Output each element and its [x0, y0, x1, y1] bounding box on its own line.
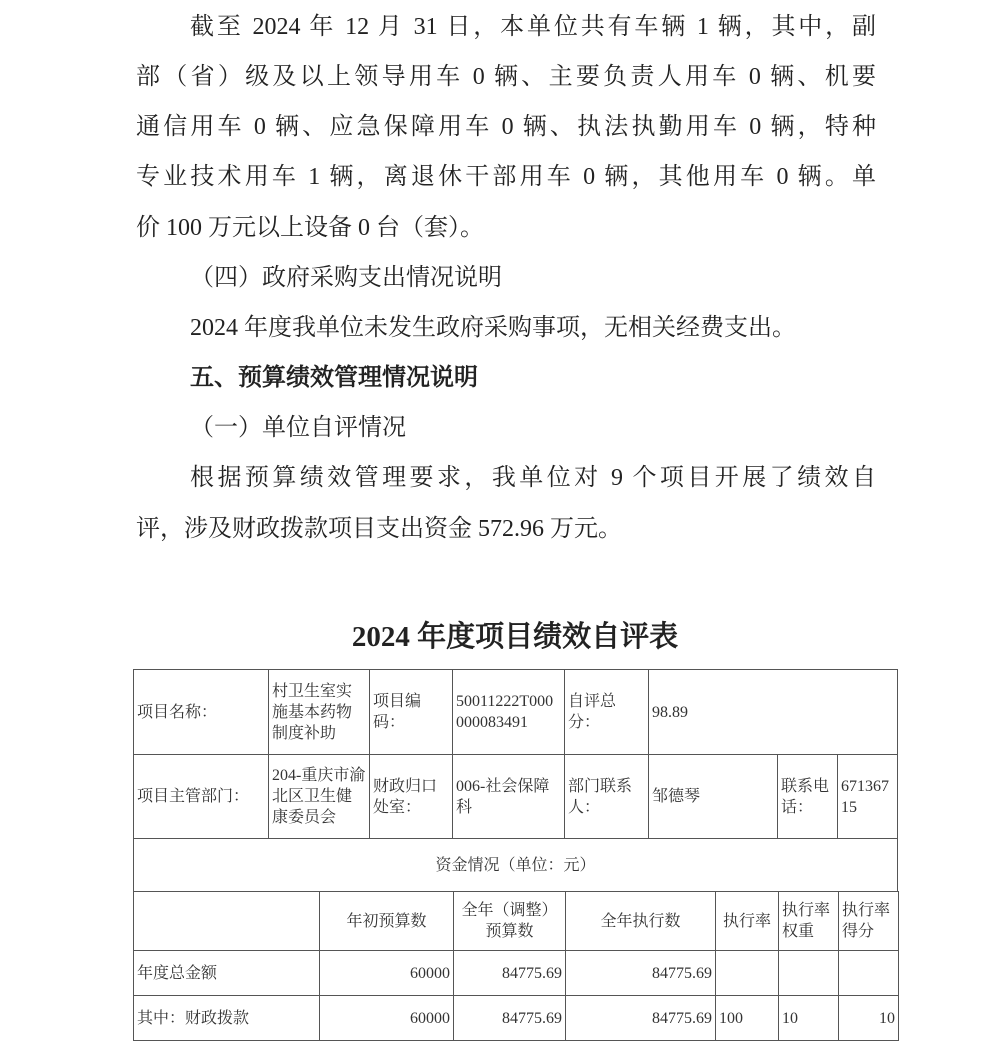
phone-value: 67136715 [838, 755, 898, 839]
cell: 10 [839, 996, 899, 1041]
cell [716, 951, 779, 996]
score-label: 自评总分： [565, 670, 649, 755]
cell: 60000 [320, 951, 454, 996]
text-line: 价 100 万元以上设备 0 台（套）。 [136, 215, 484, 241]
text-line: 专业技术用车 1 辆，离退休干部用车 0 辆，其他用车 0 辆。单 [136, 164, 876, 190]
contact-label: 部门联系人： [565, 755, 649, 839]
text-line: 部（省）级及以上领导用车 0 辆、主要负责人用车 0 辆、机要 [136, 64, 876, 90]
table-title: 2024 年度项目绩效自评表 [351, 621, 679, 653]
cell: 84775.69 [454, 951, 566, 996]
heading-procurement: （四）政府采购支出情况说明 [190, 265, 502, 291]
cell: 84775.69 [454, 996, 566, 1041]
funds-header: 资金情况（单位：元） [134, 839, 898, 892]
column-header: 执行率权重 [779, 892, 839, 951]
text-line: 通信用车 0 辆、应急保障用车 0 辆、执法执勤用车 0 辆，特种 [136, 114, 876, 140]
table-row [134, 996, 899, 1041]
column-header: 全年（调整）预算数 [454, 892, 566, 951]
column-header: 年初预算数 [320, 892, 454, 951]
heading-self-eval: （一）单位自评情况 [190, 415, 406, 441]
phone-label: 联系电话： [778, 755, 838, 839]
text-line: 根据预算绩效管理要求，我单位对 9 个项目开展了绩效自 [190, 465, 876, 491]
text-line: 评，涉及财政拨款项目支出资金 572.96 万元。 [136, 516, 622, 542]
project-name: 村卫生室实施基本药物制度补助 [269, 670, 370, 755]
header-row [134, 892, 899, 951]
column-header: 执行率 [716, 892, 779, 951]
table-row [134, 951, 899, 996]
column-header: 全年执行数 [566, 892, 716, 951]
dept-label: 项目主管部门： [134, 755, 269, 839]
column-header: 执行率得分 [839, 892, 899, 951]
cell: 60000 [320, 996, 454, 1041]
project-name-label: 项目名称： [134, 670, 269, 755]
dept-value: 204-重庆市渝北区卫生健康委员会 [269, 755, 370, 839]
paragraph-procurement: 2024 年度我单位未发生政府采购事项，无相关经费支出。 [190, 315, 796, 341]
row-label: 其中：财政拨款 [134, 996, 320, 1041]
cell [779, 951, 839, 996]
cell [839, 951, 899, 996]
cell: 84775.69 [566, 996, 716, 1041]
finance-office-value: 006-社会保障科 [453, 755, 565, 839]
project-info-table [133, 669, 898, 892]
project-code-label: 项目编码： [370, 670, 453, 755]
row-label: 年度总金额 [134, 951, 320, 996]
cell: 100 [716, 996, 779, 1041]
heading-performance: 五、预算绩效管理情况说明 [190, 365, 478, 391]
project-code: 50011222T000000083491 [453, 670, 565, 755]
text-line: 截至 2024 年 12 月 31 日，本单位共有车辆 1 辆，其中，副 [190, 14, 876, 40]
funds-table [133, 891, 899, 1041]
finance-office-label: 财政归口处室： [370, 755, 453, 839]
score-value: 98.89 [649, 670, 898, 755]
cell: 10 [779, 996, 839, 1041]
column-header [134, 892, 320, 951]
cell: 84775.69 [566, 951, 716, 996]
contact-value: 邹德琴 [649, 755, 778, 839]
